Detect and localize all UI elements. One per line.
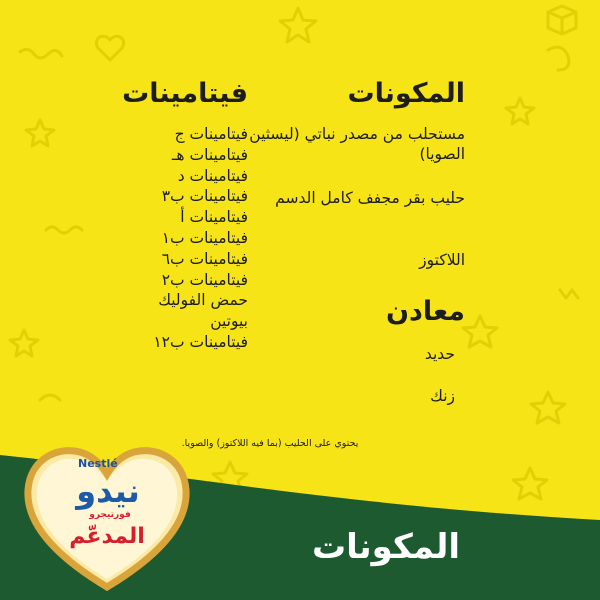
vitamin-item: فيتامينات أ <box>180 208 248 227</box>
nestle-logo: Nestlé <box>78 457 118 470</box>
minerals-heading: معادن <box>386 296 465 327</box>
nido-wordmark: نيدو <box>76 472 140 510</box>
vitamin-item: فيتامينات ب٣ <box>161 187 248 206</box>
ingredients-heading: المكونات <box>347 78 465 109</box>
vitamins-list <box>28 124 248 353</box>
mineral-item: زنك <box>430 387 455 405</box>
fortified-label: المدعّم <box>69 524 145 549</box>
fortigro-label: فورتيجرو <box>89 510 131 520</box>
vitamins-heading: فيتامينات <box>122 78 248 109</box>
vitamin-item: فيتامينات ب٦ <box>161 249 248 268</box>
ingredient-item: حليب بقر مجفف كامل الدسم <box>275 189 465 207</box>
vitamin-item: فيتامينات د <box>177 166 248 185</box>
bottom-title: المكونات <box>311 527 460 567</box>
vitamins-column <box>28 78 248 353</box>
vitamin-item: فيتامينات ب١٢ <box>153 332 248 351</box>
vitamin-item: حمض الفوليك <box>158 291 248 310</box>
mineral-item: حديد <box>424 345 455 363</box>
vitamin-item: فيتامينات ج <box>174 125 248 143</box>
vitamin-item: فيتامينات ب٢ <box>161 270 248 289</box>
vitamin-item: بيوتين <box>210 312 248 331</box>
ingredient-item: اللاكتوز <box>419 251 465 269</box>
allergen-note: يحتوي على الحليب (بما فيه اللاكتوز) والصويا. <box>181 437 359 449</box>
ingredient-item: مستحلب من مصدر نباتي (ليسثين الصويا) <box>249 125 465 163</box>
vitamin-item: فيتامينات هـ <box>171 145 248 164</box>
vitamin-item: فيتامينات ب١ <box>161 228 248 247</box>
